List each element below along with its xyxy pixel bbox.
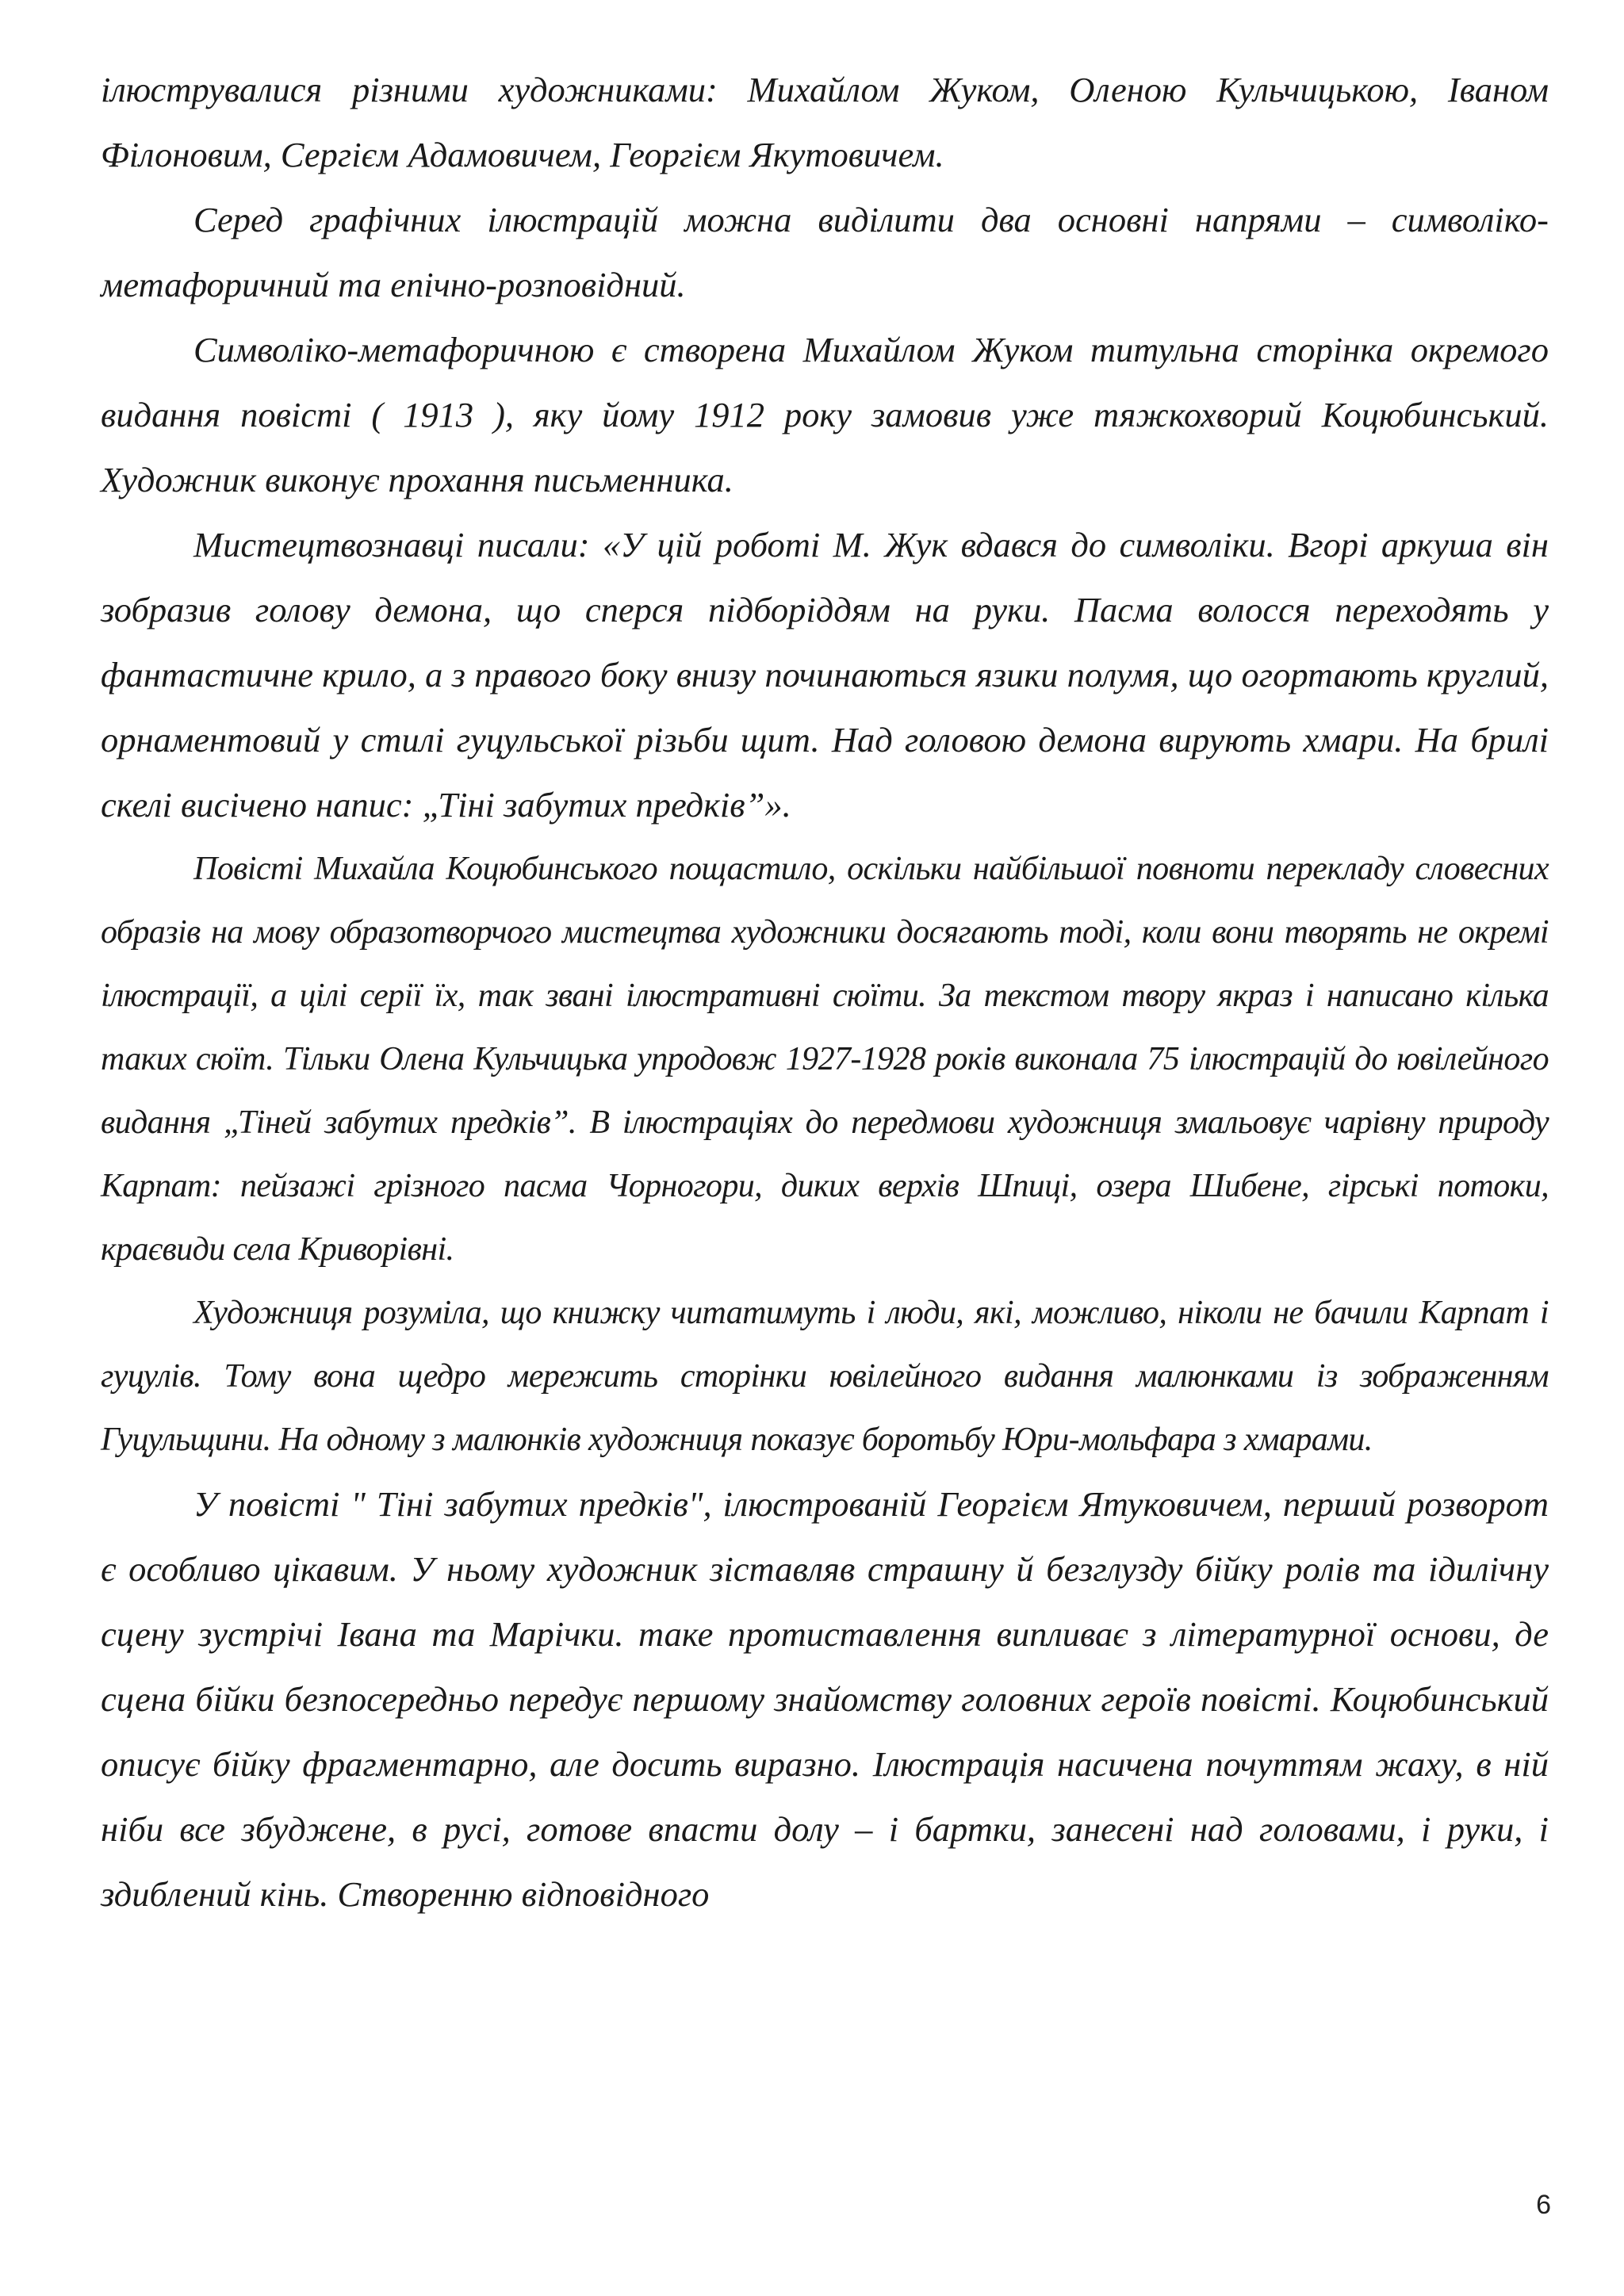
paragraph-art-critics-quote: Мистецтвознавці писали: «У цій роботі М. Жук вдався до символіки. Вгорі аркуша він зобразив голову демона, що сперся підборіддям на руки. Пасма волосся переходять у фантастичне крило, а з правого боку внизу починаються язики полумя, що огортають круглий, орнаментовий у стилі гуцульської різьби щит. Над головою демона вирують хмари. На брилі скелі висічено напис: „Тіні забутих предків”». xyxy=(101,525,1549,825)
body-text xyxy=(101,57,1549,1927)
paragraph-carpathians: Художниця розуміла, що книжку читатимуть і люди, які, можливо, ніколи не бачили Карпат і гуцулів. Тому вона щедро мережить сторінки ювілейного видання малюнками із зображенням Гуцульщини. На одному з малюнків художниця показує боротьбу Юри-мольфара з хмарами. xyxy=(101,1295,1549,1458)
paragraph-two-directions: Серед графічних ілюстрацій можна виділити два основні напрями – символіко-метафоричний та епічно-розповідний. xyxy=(101,200,1549,304)
page-number: 6 xyxy=(1536,2190,1551,2220)
paragraph-title-page: Символіко-метафоричною є створена Михайлом Жуком титульна сторінка окремого видання повісті ( 1913 ), яку йому 1912 року замовив уже тяжкохворий Коцюбинський. Художник виконує прохання письменника. xyxy=(101,330,1549,499)
paragraph-illustrators-list: ілюструвалися різними художниками: Михайлом Жуком, Оленою Кульчицькою, Іваном Філоновим, Сергієм Адамовичем, Георгієм Якутовичем. xyxy=(101,70,1549,174)
paragraph-yakutovych-spread: У повісті " Тіні забутих предків", ілюстрованій Георгієм Ятуковичем, перший розворот є особливо цікавим. У ньому художник зіставляв страшну й безглузду бійку ролів та ідилічну сцену зустрічі Івана та Марічки. таке протиставлення випливає з літературної основи, де сцена бійки безпосередньо передує першому знайомству головних героїв повісті. Коцюбинський описує бійку фрагментарно, але досить виразно. Ілюстрація насичена почуттям жаху, в ній ніби все збуджене, в русі, готове впасти долу – і бартки, занесені над головами, і руки, і здиблений кінь. Створенню відповідного xyxy=(101,1484,1549,1914)
paragraph-illustrative-suites: Повісті Михайла Коцюбинського пощастило, оскільки найбільшої повноти перекладу словесних образів на мову образотворчого мистецтва художники досягають тоді, коли вони творять не окремі ілюстрації, а цілі серії їх, так звані ілюстративні сюїти. За текстом твору якраз і написано кілька таких сюїт. Тільки Олена Кульчицька упродовж 1927-1928 років виконала 75 ілюстрацій до ювілейного видання „Тіней забутих предків”. В ілюстраціях до передмови художниця змальовує чарівну природу Карпат: пейзажі грізного пасма Чорногори, диких верхів Шпиці, озера Шибене, гірські потоки, краєвиди села Криворівні. xyxy=(101,851,1549,1268)
